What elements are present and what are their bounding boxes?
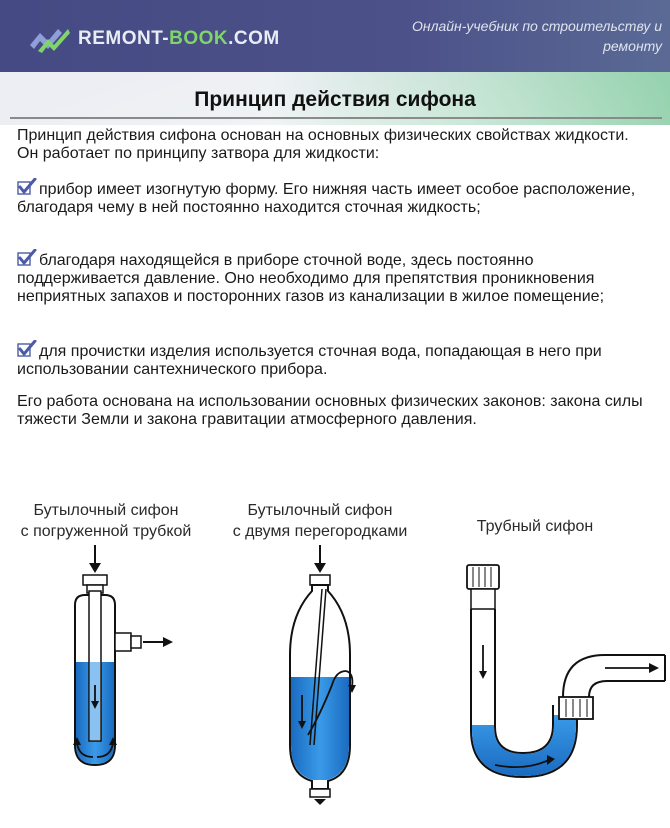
- diagram-3-caption-line1: Трубный сифон: [476, 518, 594, 535]
- bullet-text: для прочистки изделия используется сточная вода, попадающая в него при использовании сантехнического прибора.: [17, 343, 602, 378]
- tube-siphon-diagram: [455, 555, 670, 790]
- bullet-item-2: [17, 249, 647, 306]
- bullet-text: прибор имеет изогнутую форму. Его нижняя часть имеет особое расположение, благодаря чему в ней постоянно находится сточная жидкость;: [17, 181, 636, 216]
- diagram-2-caption-line1: Бутылочный сифон: [247, 502, 393, 519]
- site-tagline: Онлайн-учебник по строительству и ремонту: [412, 18, 662, 54]
- diagram-1-caption-line2: с погруженной трубкой: [20, 523, 192, 540]
- page-title: Принцип действия сифона: [194, 88, 476, 111]
- bullet-item-3: [17, 340, 647, 379]
- bullet-text: благодаря находящейся в приборе сточной воде, здесь постоянно поддерживается давление. Оно необходимо для препятствия проникновения неприятных запахов и посторонних газов из канализации в жилое помещение;: [17, 252, 605, 305]
- checkbox-checked-icon: [17, 249, 37, 267]
- bottle-siphon-immersed-tube-diagram: [55, 545, 185, 775]
- conclusion-paragraph: Его работа основана на использовании основных физических законов: закона силы тяжести Земли и закона гравитации атмосферного давления.: [17, 393, 643, 428]
- logo-text: REMONT-BOOK.COM: [78, 28, 280, 49]
- bullet-item-1: [17, 178, 647, 217]
- bottle-siphon-two-partitions-diagram: [270, 545, 380, 805]
- intro-paragraph: Принцип действия сифона основан на основных физических свойствах жидкости. Он работает по принципу затвора для жидкости:: [17, 127, 629, 162]
- logo-icon: [28, 23, 72, 55]
- checkbox-checked-icon: [17, 340, 37, 358]
- diagram-1-caption-line1: Бутылочный сифон: [33, 502, 179, 519]
- diagram-3-caption: [460, 516, 610, 537]
- checkbox-checked-icon: [17, 178, 37, 196]
- title-divider: [10, 117, 662, 119]
- diagram-2-caption-line2: с двумя перегородками: [232, 523, 408, 540]
- diagram-2-caption: [220, 500, 420, 542]
- site-logo[interactable]: [28, 22, 280, 56]
- diagram-1-caption: [7, 500, 205, 542]
